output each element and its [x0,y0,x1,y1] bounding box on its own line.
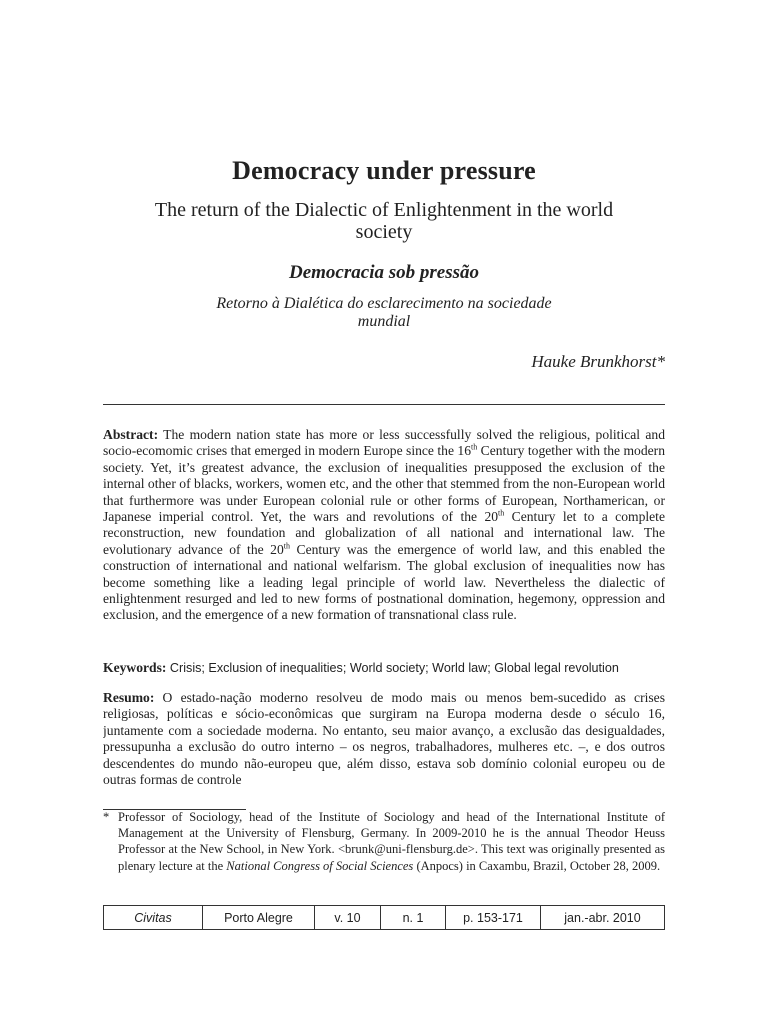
keywords-line [103,660,665,676]
footnote-italic-text: National Congress of Social Sciences [226,858,414,873]
citation-table [103,905,665,930]
footnote-marker: * [103,810,110,824]
citation-row [104,906,665,930]
header-divider [103,404,665,405]
footnote-text-part: (Anpocs) in Caxambu, Brazil, October 28, 2009. [413,858,661,873]
citation-volume: v. 10 [315,906,381,930]
abstract-text: The modern nation state has more or less successfully solved the religious, political and socio-ecomomic crises that emerged in modern Europe since the 16 [103,427,665,459]
superscript: th [471,442,478,452]
citation-number: n. 1 [381,906,446,930]
abstract-label: Abstract: [103,427,159,442]
abstract-text: Century was the emergence of world law, and this enabled the construction of international and national welfarism. The global exclusion of inequalities now has become something like a leading legal principle of world law. Nevertheless the dialectic of enlightenment resurged and led to new forms of postnational domination, hegemony, oppression and exclusion, and the emergence of a new formation of transnational class rule. [103,541,665,623]
citation-journal: Civitas [104,906,203,930]
portuguese-subtitle: Retorno à Dialética do esclarecimento na sociedade mundial [216,295,552,330]
superscript: th [498,508,505,518]
resumo-label: Resumo: [103,690,155,705]
author-footnote [103,809,665,874]
footnote-text [118,809,665,874]
article-title: Democracy under pressure [232,156,536,185]
resumo-paragraph [103,690,665,788]
abstract-paragraph [103,427,665,624]
keywords-label: Keywords: [103,660,167,675]
abstract-text: Century together with the modern society. Yet, it’s greatest advance, the exclusion of inequalities presupposed the exclusion of the internal other of blacks, workers, women etc, and the other that stemmed from the non-European world that furthermore was under European colonial rule or other forms of European, Northamerican, or Japanese imperial control. Yet, the wars and revolutions of the 20 [103,443,665,525]
abstract-text: Century let to a complete reconstruction, new foundation and globalization of all national and international law. The evolutionary advance of the 20 [103,509,665,557]
superscript: th [283,541,290,551]
footnote-text-part: Professor of Sociology, head of the Institute of Sociology and head of the International Institute of Management at the University of Flensburg, Germany. In 2009-2010 he is the annual Theodor Heuss Professor at the New School, in New York. <brunk@uni-flensburg.de>. This text was originally presented as plenary lecture at the [118,810,665,873]
author-name: Hauke Brunkhorst* [531,352,665,371]
article-subtitle: The return of the Dialectic of Enlightenment in the world society [154,199,614,243]
citation-city: Porto Alegre [203,906,315,930]
resumo-text: O estado-nação moderno resolveu de modo mais ou menos bem-sucedido as crises religiosas, políticas e sócio-econômicas que surgiram na Europa moderna desde o século 16, juntamente com a sociedade moderna. No entanto, seu maior avanço, a exclusão das desigualdades, pressupunha a exclusão do outro interno – os negros, trabalhadores, mulheres etc. –, e dos outros descendentes do mundo não-europeu que, além disso, estava sob domínio colonial europeu ou de outras formas de controle [103,690,665,788]
citation-date: jan.-abr. 2010 [541,906,665,930]
citation-pages: p. 153-171 [446,906,541,930]
keywords-text: Crisis; Exclusion of inequalities; World society; World law; Global legal revolution [166,661,619,675]
portuguese-title: Democracia sob pressão [289,262,479,283]
